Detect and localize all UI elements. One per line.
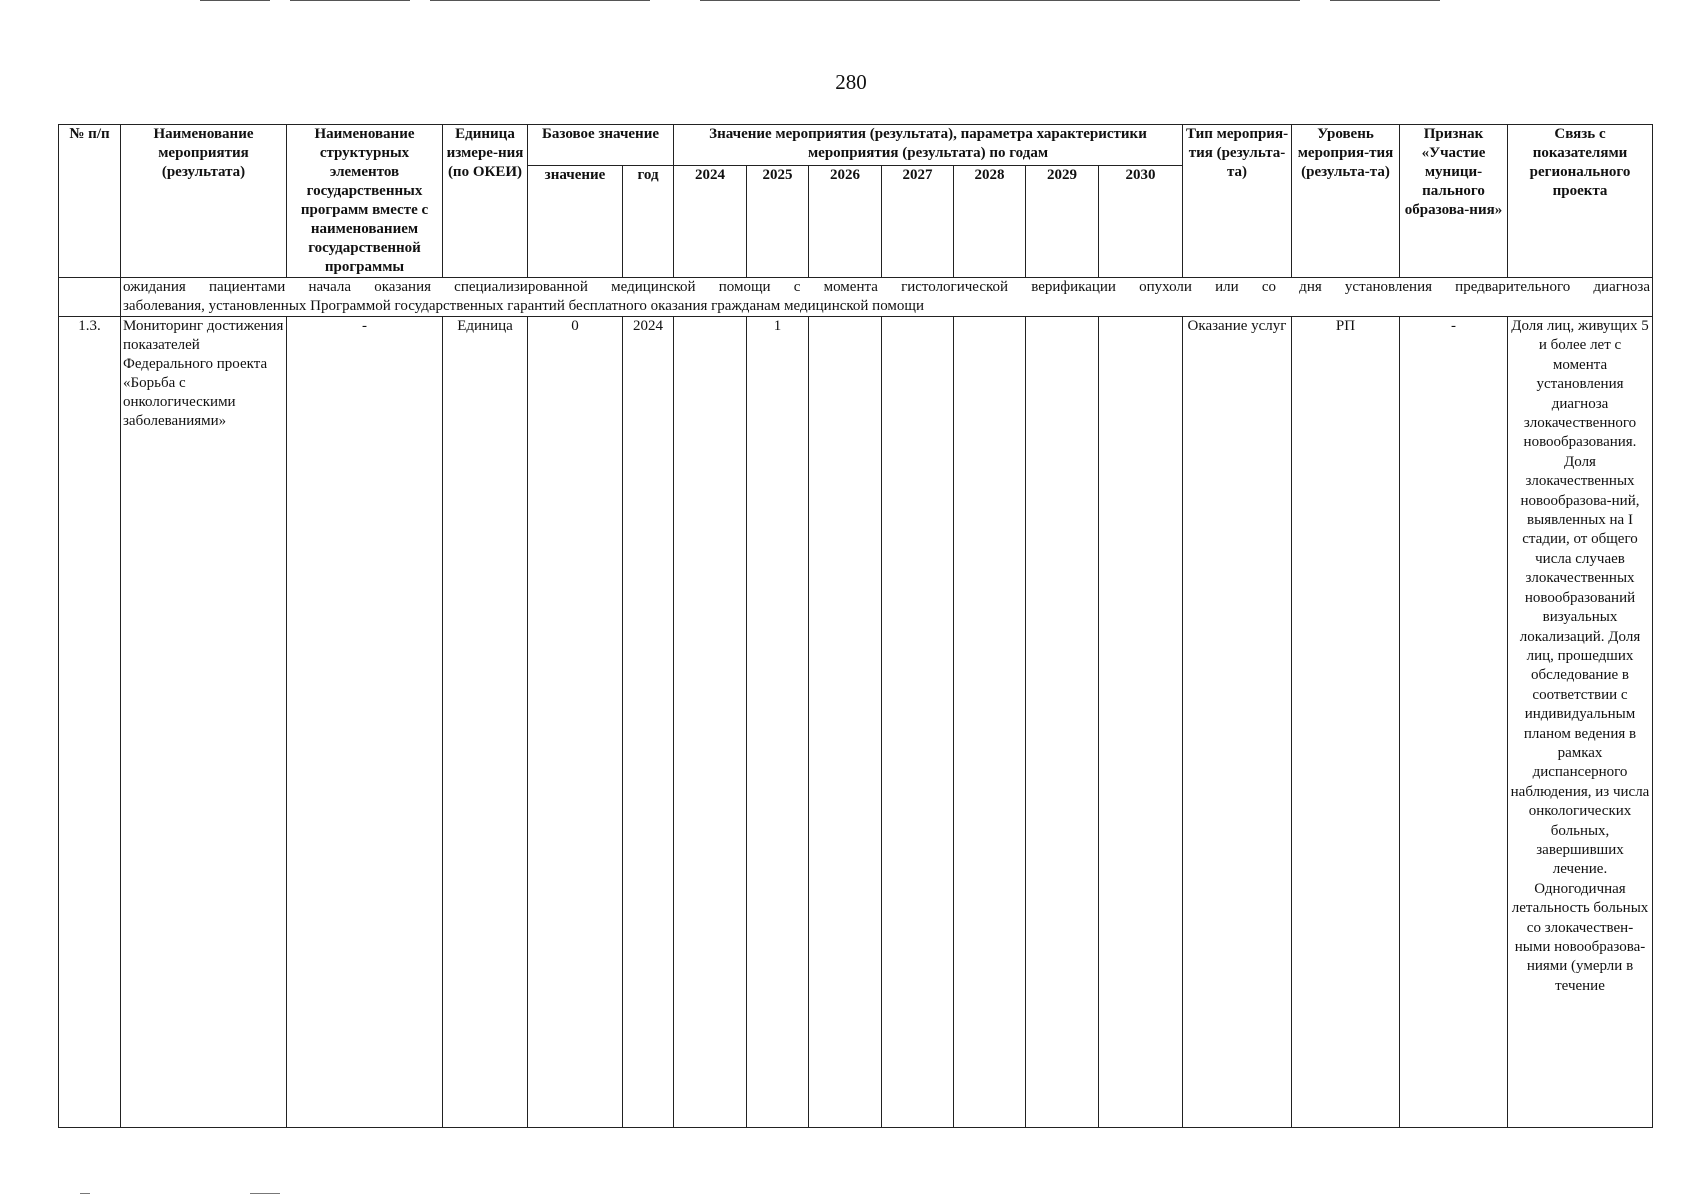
row-year-2027: [882, 317, 954, 1128]
col-header-values: Значение мероприятия (результата), параметра характеристики мероприятия (результата) по годам: [674, 125, 1183, 166]
scan-artifact: [430, 0, 650, 1]
scan-artifact: [290, 0, 410, 1]
row-num: 1.3.: [59, 317, 121, 1128]
continuation-text: [121, 278, 1653, 317]
row-type: Оказание услуг: [1183, 317, 1292, 1128]
header-row: [59, 125, 1653, 166]
row-name: Мониторинг достижения показателей Федерального проекта «Борьба с онкологическими заболеваниями»: [121, 317, 287, 1128]
row-unit: Единица: [443, 317, 528, 1128]
scan-artifact: [80, 1193, 90, 1194]
col-header-num: № п/п: [59, 125, 121, 278]
col-header-year: 2030: [1099, 166, 1183, 278]
row-base-year: 2024: [623, 317, 674, 1128]
col-header-level: Уровень мероприя-тия (результа-та): [1292, 125, 1400, 278]
col-header-year: 2025: [747, 166, 809, 278]
row-municipal: -: [1400, 317, 1508, 1128]
col-header-year: 2027: [882, 166, 954, 278]
col-header-type: Тип мероприя-тия (результа-та): [1183, 125, 1292, 278]
row-link: Доля лиц, живущих 5 и более лет с момента установления диагноза злокачественного новообразования. Доля злокачественных новообразова-ний, выявленных на I стадии, от общего числа случаев злокачественных новообразований визуальных локализаций. Доля лиц, прошедших обследование в соответствии с индивидуальным планом ведения в рамках диспансерного наблюдения, из числа онкологических больных, завершивших лечение. Одногодичная летальность больных со злокачествен-ными новообразова-ниями (умерли в течение: [1508, 317, 1653, 1128]
col-header-year: 2026: [809, 166, 882, 278]
col-header-unit: Единица измере-ния (по ОКЕИ): [443, 125, 528, 278]
row-struct: -: [287, 317, 443, 1128]
continuation-row: [59, 278, 1653, 317]
col-header-name: Наименование мероприятия (результата): [121, 125, 287, 278]
col-header-year: 2029: [1026, 166, 1099, 278]
row-year-2025: 1: [747, 317, 809, 1128]
scan-artifact: [1330, 0, 1440, 1]
col-header-base-year: год: [623, 166, 674, 278]
continuation-num-cell: [59, 278, 121, 317]
row-year-2029: [1026, 317, 1099, 1128]
col-header-struct: Наименование структурных элементов государственных программ вместе с наименованием государственной программы: [287, 125, 443, 278]
col-header-municipal: Признак «Участие муници-пального образова-ния»: [1400, 125, 1508, 278]
scan-artifact: [200, 0, 270, 1]
row-year-2030: [1099, 317, 1183, 1128]
continuation-line-1: ожидания пациентами начала оказания специализированной медицинской помощи с момента гистологической верификации опухоли или со дня установления предварительного диагноза: [123, 279, 1650, 295]
row-year-2024: [674, 317, 747, 1128]
row-year-2028: [954, 317, 1026, 1128]
continuation-line-2: заболевания, установленных Программой государственных гарантий бесплатного оказания гражданам медицинской помощи: [123, 298, 924, 314]
page-number: 280: [835, 70, 867, 94]
scan-artifact: [250, 1193, 280, 1194]
col-header-link: Связь с показателями регионального проекта: [1508, 125, 1653, 278]
col-header-base: Базовое значение: [528, 125, 674, 166]
measures-table: [58, 124, 1653, 1128]
scan-artifact: [700, 0, 1300, 1]
row-year-2026: [809, 317, 882, 1128]
row-level: РП: [1292, 317, 1400, 1128]
col-header-base-value: значение: [528, 166, 623, 278]
row-base-value: 0: [528, 317, 623, 1128]
table-row: [59, 317, 1653, 1128]
col-header-year: 2024: [674, 166, 747, 278]
col-header-year: 2028: [954, 166, 1026, 278]
